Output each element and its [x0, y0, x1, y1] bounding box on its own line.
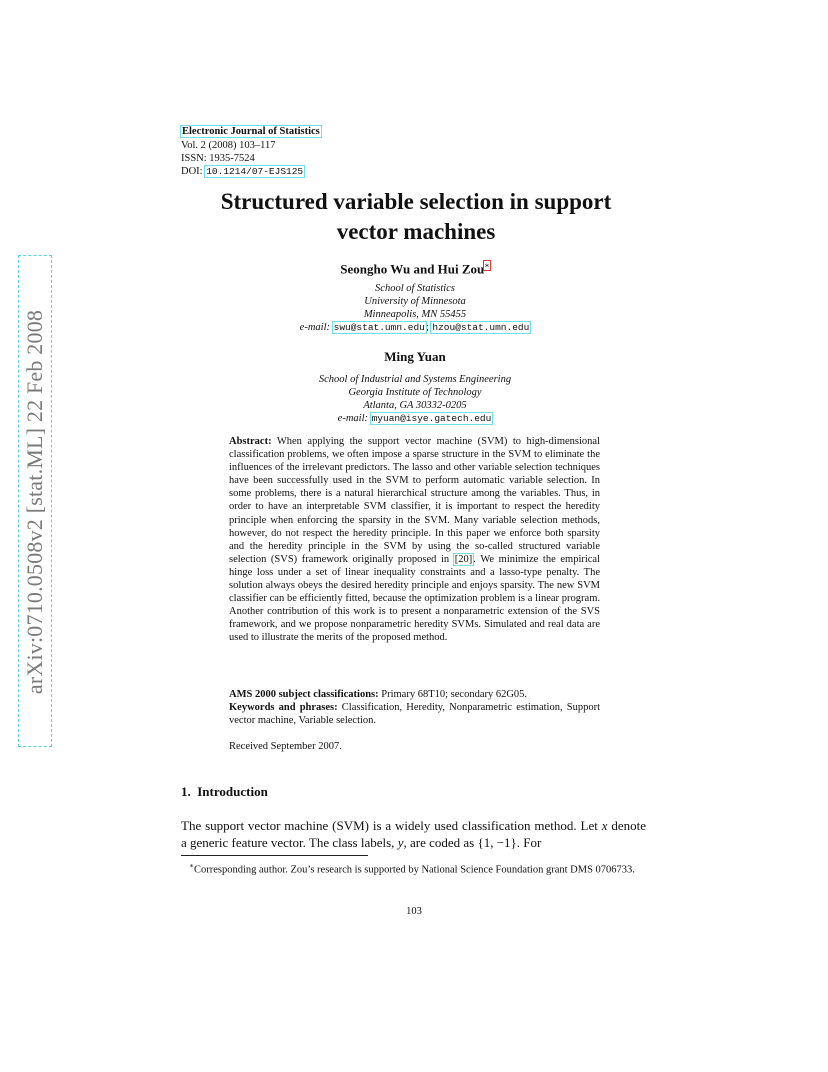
- msc-label: AMS 2000 subject classifications:: [229, 689, 379, 700]
- citation-link-20[interactable]: [20]: [454, 553, 473, 565]
- classifications-block: [229, 688, 600, 727]
- footnote-text: Corresponding author. Zou’s research is supported by National Science Foundation grant DMS 0706733.: [193, 864, 635, 876]
- affiliation-2-email-line: [250, 412, 580, 425]
- journal-doi-line: [181, 165, 304, 178]
- abstract-text-1: When applying the support vector machine (SVM) to high-dimensional classification problems, we often impose a sparse structure in the SVM to eliminate the influences of the irrelevant predictors. The lasso and other variable selection techniques have been successfully used in the SVM to perform automatic variable selection. In some problems, there is a natural hierarchical structure among the variables. Thus, in order to have an interpretable SVM classifier, it is important to respect the heredity principle when enforcing the sparsity in the SVM. Many variable selection methods, however, do not respect the heredity principle. In this paper we enforce both sparsity and the heredity principle in the SVM by using the so-called structured variable selection (SVS) framework originally proposed in: [229, 436, 600, 565]
- affiliation-2-line-1: School of Industrial and Systems Engineering: [318, 374, 512, 385]
- keywords-text: Classification, Heredity, Nonparametric estimation, Support vector machine, Variable selection.: [229, 702, 600, 727]
- footnote-rule: [181, 855, 368, 856]
- authors-group-1: [250, 259, 580, 275]
- doi-link[interactable]: 10.1214/07-EJS125: [206, 166, 304, 177]
- journal-name-link[interactable]: [181, 125, 321, 138]
- corresponding-author-mark[interactable]: ∗: [484, 261, 490, 270]
- footnote-mark: ∗: [188, 861, 194, 870]
- intro-paragraph: [181, 817, 646, 851]
- title-line-1: Structured variable selection in support: [220, 189, 612, 214]
- page-number: 103: [406, 906, 422, 917]
- math-y: y: [397, 835, 404, 850]
- intro-text-2: denote a generic feature vector. The class labels,: [181, 818, 646, 850]
- msc-text: Primary 68T10; secondary 62G05.: [378, 689, 528, 700]
- doi-label: DOI:: [181, 166, 203, 177]
- keywords-line: [229, 701, 600, 727]
- email-link-myuan[interactable]: myuan@isye.gatech.edu: [371, 413, 492, 424]
- title-line-2: vector machines: [336, 219, 496, 244]
- affiliation-1-line-3: Minneapolis, MN 55455: [363, 309, 467, 320]
- journal-name[interactable]: Electronic Journal of Statistics: [182, 126, 320, 137]
- affiliation-1-email-line: [250, 321, 580, 334]
- author-names: Seongho Wu and Hui Zou: [340, 261, 485, 277]
- email-link-swu[interactable]: swu@stat.umn.edu: [333, 322, 425, 333]
- intro-text-3: , are coded as {1, −1}. For: [403, 835, 542, 850]
- section-heading: [181, 784, 268, 800]
- msc-line: [229, 688, 600, 701]
- paper-title: [150, 187, 682, 247]
- arxiv-identifier[interactable]: arXiv:0710.0508v2 [stat.ML] 22 Feb 2008: [22, 309, 47, 695]
- section-number: 1.: [181, 784, 191, 799]
- math-x: x: [601, 818, 608, 833]
- keywords-label: Keywords and phrases:: [229, 702, 338, 714]
- journal-issn: ISSN: 1935-7524: [181, 153, 255, 164]
- author-ming-yuan: Ming Yuan: [384, 349, 446, 364]
- affiliation-1: [250, 282, 580, 334]
- abstract-text-2: . We minimize the empirical hinge loss under a set of linear inequality constraints and a lasso-type penalty. The solution always obeys the desired heredity principle and enjoys sparsity. The new SVM classifier can be efficiently fitted, because the optimization problem is a linear program. Another contribution of this work is to present a nonparametric extension of the SVS framework, and we propose nonparametric heredity SVMs. Simulated and real data are used to illustrate the merits of the proposed method.: [229, 553, 601, 644]
- email-label: e-mail:: [337, 413, 368, 424]
- affiliation-2-line-3: Atlanta, GA 30332-0205: [363, 400, 467, 411]
- journal-volume: Vol. 2 (2008) 103–117: [181, 140, 276, 151]
- abstract: [229, 435, 600, 645]
- affiliation-2: [250, 373, 580, 425]
- section-title: Introduction: [197, 784, 268, 799]
- affiliation-1-line-2: University of Minnesota: [364, 296, 466, 307]
- email-label: e-mail:: [299, 322, 330, 333]
- received-date: Received September 2007.: [229, 741, 342, 752]
- affiliation-1-line-1: School of Statistics: [375, 283, 455, 294]
- email-separator: ;: [425, 322, 429, 333]
- intro-text-1: The support vector machine (SVM) is a widely used classification method. Let: [181, 818, 602, 833]
- affiliation-2-line-2: Georgia Institute of Technology: [348, 387, 482, 398]
- email-link-hzou[interactable]: hzou@stat.umn.edu: [432, 322, 530, 333]
- footnote: [181, 859, 646, 877]
- abstract-label: Abstract:: [229, 436, 272, 447]
